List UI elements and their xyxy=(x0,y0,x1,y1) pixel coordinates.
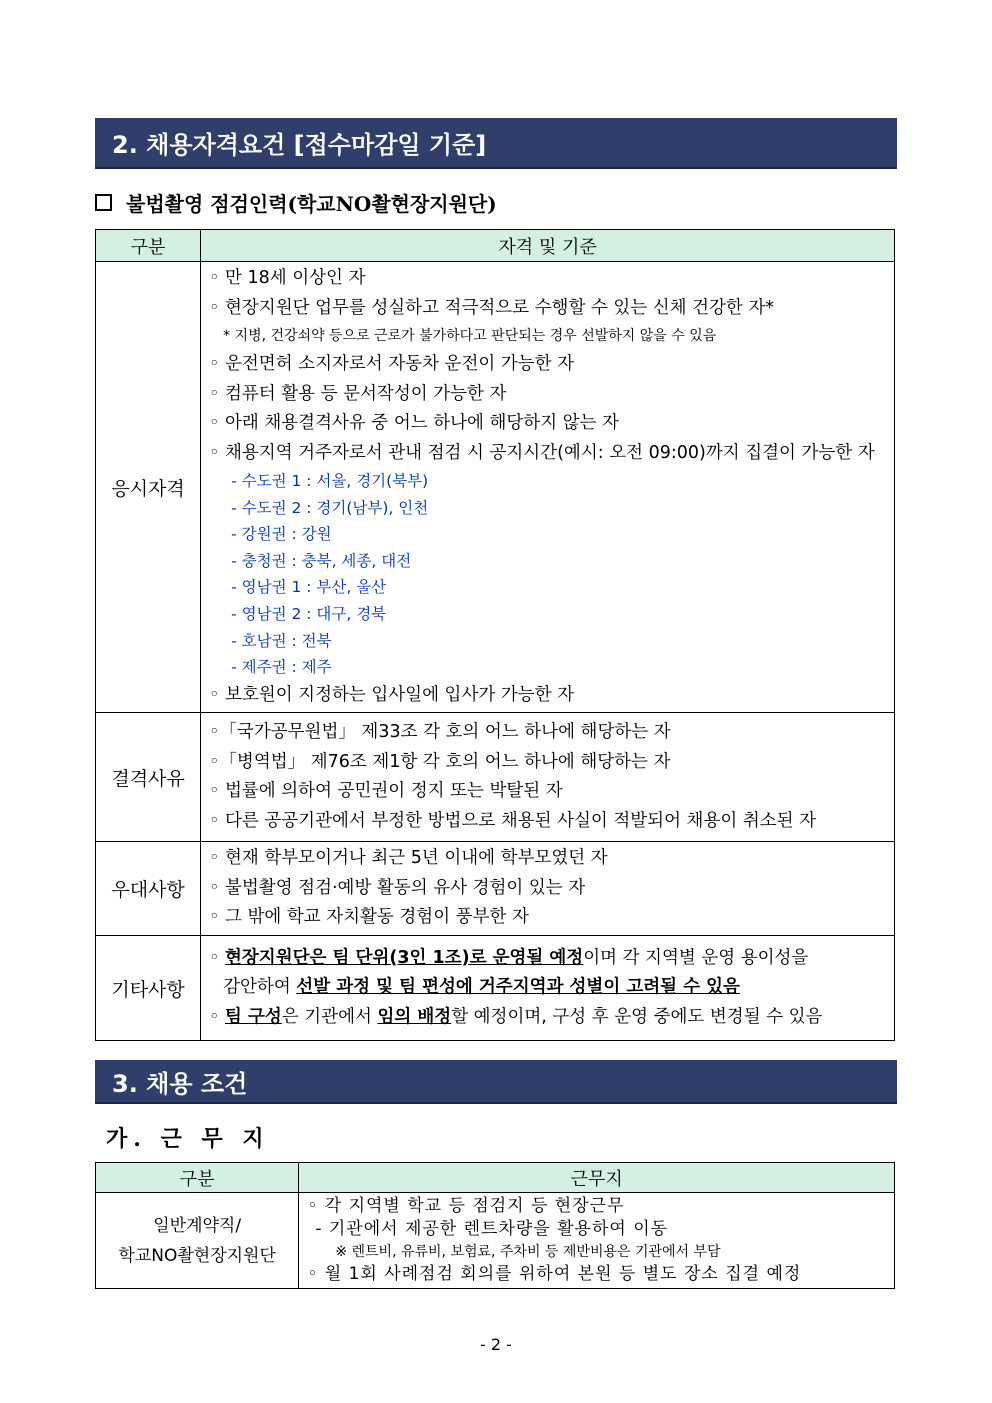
row-content xyxy=(299,1193,895,1289)
bullet: ◦ xyxy=(209,1006,225,1027)
workplace-table xyxy=(95,1162,895,1289)
list-item: ◦「병역법」 제76조 제1항 각 호의 어느 하나에 해당하는 자 xyxy=(209,751,671,772)
row-content xyxy=(201,713,895,842)
table-row xyxy=(96,935,895,1041)
emphasis-text: 선발 과정 및 팀 편성에 거주지역과 성별이 고려될 수 있음 xyxy=(296,977,740,998)
list-item: ◦ 보호원이 지정하는 입사일에 입사가 가능한 자 xyxy=(209,684,575,705)
emphasis-text: 현장지원단은 팀 단위(3인 1조)로 운영될 예정 xyxy=(225,947,584,968)
region-item: - 충청권 : 충북, 세종, 대전 xyxy=(231,551,412,570)
region-item: - 제주권 : 제주 xyxy=(231,658,332,677)
sub-item: - 기관에서 제공한 렌트차량을 활용하여 이동 xyxy=(315,1219,669,1239)
header-criteria: 자격 및 기준 xyxy=(201,230,895,262)
checkbox-icon xyxy=(95,194,112,211)
list-item: ◦ 컴퓨터 활용 등 문서작성이 가능한 자 xyxy=(209,383,507,404)
list-item: ◦ 현장지원단 업무를 성실하고 적극적으로 수행할 수 있는 신체 건강한 자* xyxy=(209,297,775,318)
row-content xyxy=(201,935,895,1041)
list-item: ◦ 운전면허 소지자로서 자동차 운전이 가능한 자 xyxy=(209,354,575,374)
qualification-table-header xyxy=(96,230,895,262)
list-item: ◦ 각 지역별 학교 등 점검지 등 현장근무 xyxy=(307,1196,625,1216)
region-item: - 영남권 2 : 대구, 경북 xyxy=(231,604,387,623)
list-item: ◦ 만 18세 이상인 자 xyxy=(209,268,366,288)
bullet: ◦ xyxy=(209,947,225,968)
row-category: 우대사항 xyxy=(96,842,201,936)
plain-text: 이며 각 지역별 운영 용이성을 xyxy=(583,947,809,968)
emphasis-text: 임의 배정 xyxy=(377,1006,452,1027)
list-item xyxy=(209,1003,886,1033)
header-category: 구분 xyxy=(96,1163,299,1193)
list-item: ◦ 법률에 의하여 공민권이 정지 또는 박탈된 자 xyxy=(209,781,563,802)
row-category: 응시자격 xyxy=(96,262,201,713)
footnote: * 지병, 건강쇠약 등으로 근로가 불가하다고 판단되는 경우 선발하지 않을 수 있음 xyxy=(223,328,717,344)
recruitment-subtitle-text: 불법촬영 점검인력(학교NO촬현장지원단) xyxy=(126,192,497,216)
list-item: ◦ 현재 학부모이거나 최근 5년 이내에 학부모였던 자 xyxy=(209,848,608,869)
plain-text: 감안하여 xyxy=(223,977,297,998)
region-item: - 영남권 1 : 부산, 울산 xyxy=(231,578,387,597)
list-item: ◦ 불법촬영 점검·예방 활동의 유사 경험이 있는 자 xyxy=(209,877,586,898)
table-row xyxy=(96,262,895,713)
section-3-title-bar xyxy=(95,1060,897,1104)
region-item: - 수도권 1 : 서울, 경기(북부) xyxy=(231,472,429,490)
row-category: 결격사유 xyxy=(96,713,201,842)
list-item: ◦「국가공무원법」 제33조 각 호의 어느 하나에 해당하는 자 xyxy=(209,722,671,743)
plain-text: 은 기관에서 xyxy=(281,1006,378,1027)
list-item-continued xyxy=(209,973,886,1003)
list-item: ◦ 그 밖에 학교 자치활동 경험이 풍부한 자 xyxy=(209,907,529,928)
section-3-title: 3. 채용 조건 xyxy=(112,1069,248,1098)
workplace-table-header xyxy=(96,1163,895,1193)
emphasis-text: 팀 구성 xyxy=(225,1006,282,1027)
list-item: ◦ 다른 공공기관에서 부정한 방법으로 채용된 사실이 적발되어 채용이 취소된 자 xyxy=(209,810,817,831)
row-content xyxy=(201,842,895,936)
note: ※ 렌트비, 유류비, 보험료, 주차비 등 제반비용은 기관에서 부담 xyxy=(335,1244,721,1260)
section-2-title-bar xyxy=(95,118,897,169)
category-line: 학교NO촬현장지원단 xyxy=(118,1245,276,1266)
category-line: 일반계약직/ xyxy=(153,1215,242,1236)
plain-text: 할 예정이며, 구성 후 운영 중에도 변경될 수 있음 xyxy=(451,1006,823,1027)
region-item: - 호남권 : 전북 xyxy=(231,631,332,650)
list-item: ◦ 월 1회 사례점검 회의를 위하여 본원 등 별도 장소 집결 예정 xyxy=(307,1264,802,1284)
qualification-table xyxy=(95,229,895,1041)
row-category xyxy=(96,1193,299,1289)
row-category: 기타사항 xyxy=(96,935,201,1041)
recruitment-subtitle xyxy=(95,188,497,217)
table-row xyxy=(96,842,895,936)
section-2-title: 2. 채용자격요건 [접수마감일 기준] xyxy=(112,131,487,159)
workplace-subtitle: 가. 근 무 지 xyxy=(106,1126,270,1152)
page-number: - 2 - xyxy=(480,1335,512,1354)
table-row xyxy=(96,713,895,842)
header-workplace: 근무지 xyxy=(299,1163,895,1193)
list-item: ◦ 아래 채용결격사유 중 어느 하나에 해당하지 않는 자 xyxy=(209,413,619,433)
table-row xyxy=(96,1193,895,1289)
list-item: ◦ 채용지역 거주자로서 관내 점검 시 공지시간(예시: 오전 09:00)까지 집결이 가능한 자 xyxy=(209,442,875,463)
list-item xyxy=(209,944,886,974)
header-category: 구분 xyxy=(96,230,201,262)
row-content xyxy=(201,262,895,713)
region-item: - 수도권 2 : 경기(남부), 인천 xyxy=(231,498,429,517)
region-item: - 강원권 : 강원 xyxy=(231,525,332,544)
